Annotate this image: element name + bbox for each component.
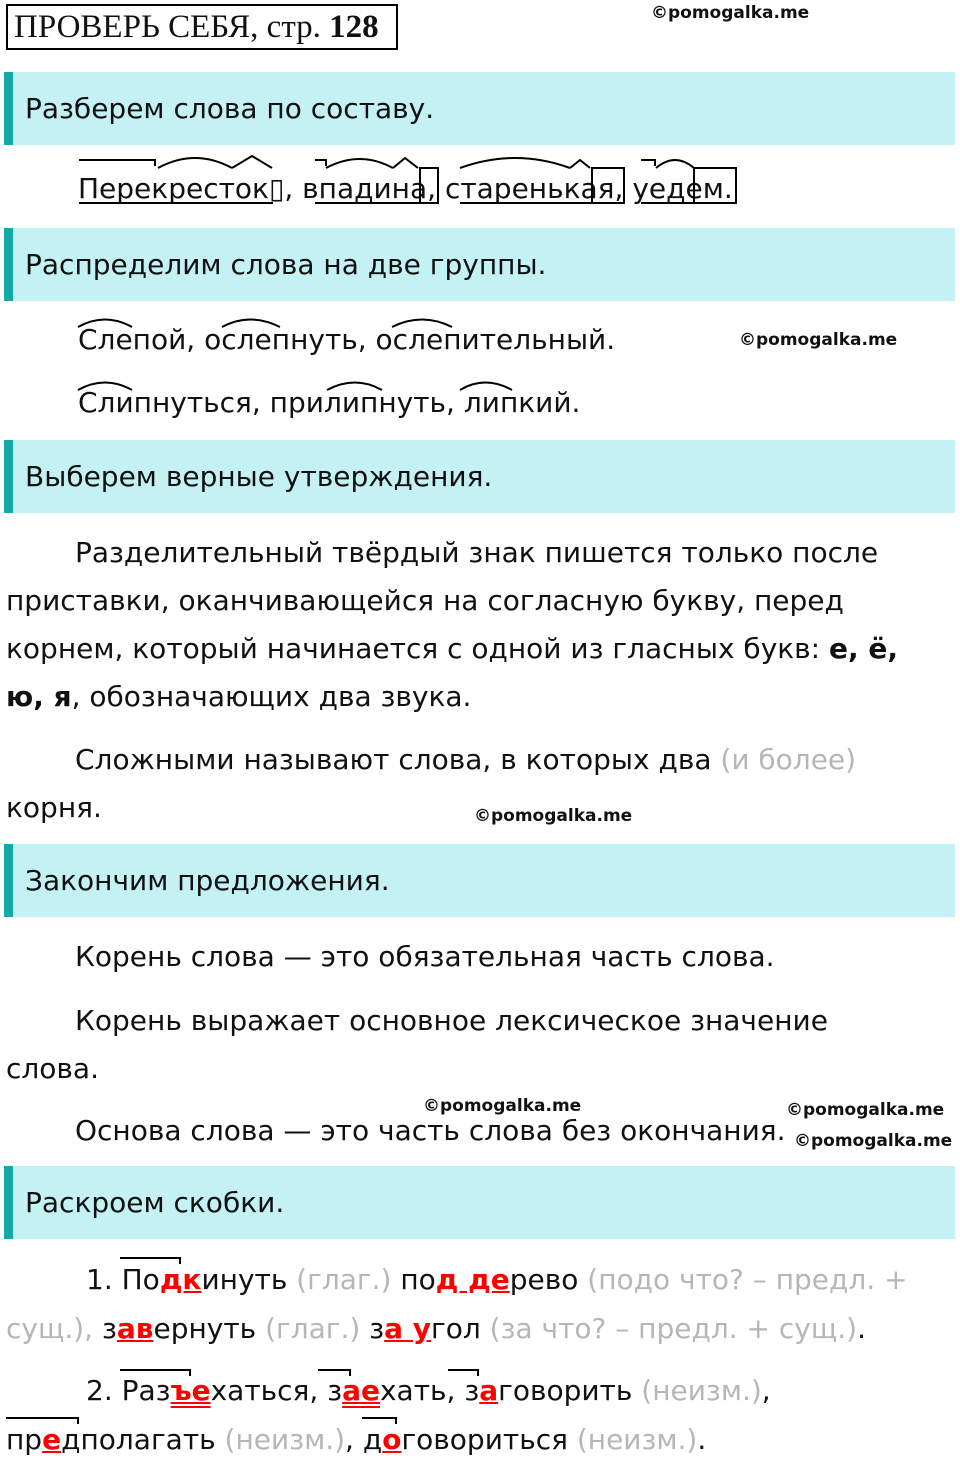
word-part: хать,	[379, 1374, 465, 1407]
highlight: ъе	[170, 1374, 211, 1407]
text: , обозначающих два звука.	[71, 680, 472, 713]
highlight: ав	[116, 1312, 154, 1345]
watermark: ©pomogalka.me	[786, 1100, 945, 1120]
word-group-1: Слепой, ослепнуть, ослепительный.	[78, 323, 616, 356]
item-1-line-2	[6, 1312, 866, 1346]
watermark: ©pomogalka.me	[423, 1096, 582, 1116]
statement-1-line-1: Разделительный твёрдый знак пишется только после	[75, 536, 879, 569]
highlight: д де	[435, 1263, 510, 1296]
punct: ,	[761, 1374, 771, 1407]
word-part: инуть	[201, 1263, 288, 1296]
highlight: ае	[342, 1374, 380, 1407]
prefix-mark	[315, 160, 326, 166]
root-arc	[326, 159, 393, 168]
root-arc	[158, 158, 232, 168]
item-number: 1.	[86, 1263, 122, 1296]
root-arc	[460, 158, 570, 168]
gray-note: (подо что? – предл. +	[578, 1263, 908, 1296]
highlight: е	[42, 1423, 62, 1456]
word-part: говорить	[498, 1374, 633, 1407]
statement-2-line-2: корня.	[6, 791, 102, 824]
statement-2-line-1	[75, 743, 856, 777]
highlight: а	[479, 1374, 499, 1407]
suffix-caret	[570, 160, 590, 168]
word-part: з	[101, 1312, 117, 1345]
statement-1-line-2: приставки, оканчивающейся на согласную букву, перед	[6, 584, 844, 617]
gray-note: (неизм.)	[215, 1423, 346, 1456]
word-part: пр	[6, 1423, 43, 1456]
word-part: з	[327, 1374, 343, 1407]
word-part: рево	[509, 1263, 579, 1296]
highlight: а у	[384, 1312, 432, 1345]
highlight: о	[382, 1423, 402, 1456]
word-part: ернуть	[153, 1312, 257, 1345]
watermark: ©pomogalka.me	[739, 330, 898, 350]
suffix-caret	[393, 158, 418, 168]
sentence-1: Корень слова — это обязательная часть слова.	[75, 940, 775, 973]
watermark: ©pomogalka.me	[474, 806, 633, 826]
word-part: хаться,	[210, 1374, 328, 1407]
vowel-letters: е, ё,	[829, 632, 899, 665]
item-2-line-1	[86, 1374, 771, 1408]
word-part: гол	[431, 1312, 481, 1345]
suffix-caret	[232, 156, 272, 168]
word-part: з	[369, 1312, 385, 1345]
word-part: говориться	[401, 1423, 568, 1456]
root-arc	[656, 160, 694, 168]
punct: .	[697, 1423, 707, 1456]
gray-note: (и более)	[720, 743, 857, 776]
heading-text: Раскроем скобки.	[25, 1186, 285, 1219]
gray-note: (глаг.)	[287, 1263, 401, 1296]
heading-text: Закончим предложения.	[25, 864, 390, 897]
item-2-line-2	[6, 1423, 706, 1457]
gray-note: (неизм.)	[567, 1423, 698, 1456]
word-group-2: Слипнуться, прилипнуть, липкий.	[78, 386, 581, 419]
title-prefix: ПРОВЕРЬ СЕБЯ, стр.	[14, 9, 321, 45]
word-part: По	[121, 1263, 160, 1296]
section-heading-brackets	[4, 1166, 955, 1239]
prefix-mark	[641, 160, 655, 166]
heading-text: Разберем слова по составу.	[25, 92, 435, 125]
statement-1-line-4	[6, 680, 471, 714]
page-title	[6, 4, 398, 50]
heading-text: Выберем верные утверждения.	[25, 460, 493, 493]
gray-note: сущ.),	[6, 1312, 102, 1345]
item-1-line-1	[86, 1263, 908, 1297]
gray-note: (за что? – предл. + сущ.)	[480, 1312, 858, 1345]
heading-text: Распределим слова на две группы.	[25, 248, 547, 281]
statement-1-line-3	[6, 632, 898, 666]
word-part: по	[400, 1263, 436, 1296]
punct: ,	[345, 1423, 363, 1456]
sentence-2-line-2: слова.	[6, 1052, 99, 1085]
item-number: 2.	[86, 1374, 122, 1407]
text: корнем, который начинается с одной из гласных букв:	[6, 632, 830, 665]
text: Сложными называют слова, в которых два	[75, 743, 721, 776]
section-heading-groups	[4, 228, 955, 301]
sentence-3: Основа слова — это часть слова без окончания.	[75, 1114, 786, 1147]
punct: .	[857, 1312, 866, 1345]
word-part: Раз	[121, 1374, 171, 1407]
section-heading-sentences	[4, 844, 955, 917]
watermark: ©pomogalka.me	[651, 3, 810, 23]
highlight: дк	[159, 1263, 202, 1296]
sentence-2-line-1: Корень выражает основное лексическое значение	[75, 1004, 828, 1037]
vowel-letters: ю, я	[6, 680, 72, 713]
morphemic-words: Перекресток▯, впадина, старенькая, уедем.	[78, 172, 733, 205]
word-part: дполагать	[61, 1423, 216, 1456]
word-part: з	[464, 1374, 480, 1407]
gray-note: (глаг.)	[256, 1312, 370, 1345]
section-heading-statements	[4, 440, 955, 513]
prefix-mark	[79, 160, 155, 166]
word-part: д	[362, 1423, 383, 1456]
section-heading-morphemic	[4, 72, 955, 145]
watermark: ©pomogalka.me	[794, 1131, 953, 1151]
gray-note: (неизм.)	[632, 1374, 762, 1407]
title-page-number: 128	[329, 9, 379, 45]
